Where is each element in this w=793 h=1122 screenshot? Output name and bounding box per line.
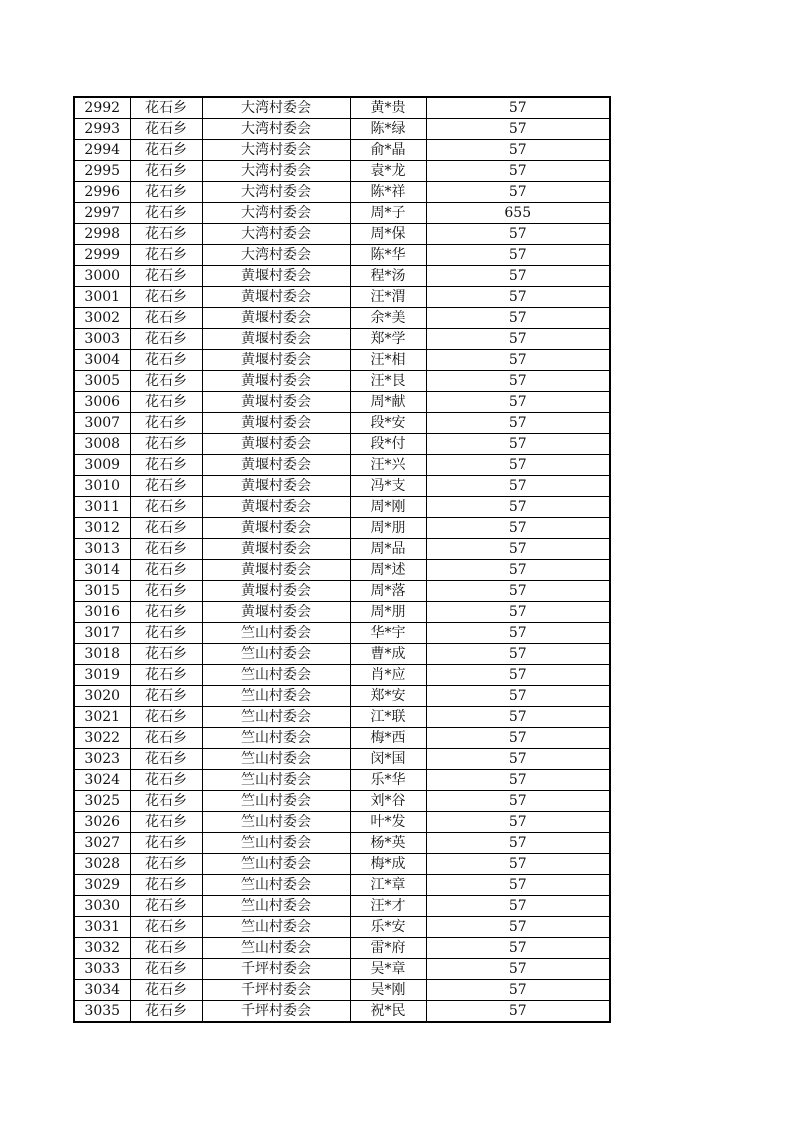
cell-village-committee: 黄堰村委会 xyxy=(202,518,350,539)
table-row xyxy=(74,581,610,602)
cell-serial-number: 3001 xyxy=(74,287,130,308)
cell-village-committee: 竺山村委会 xyxy=(202,749,350,770)
cell-amount: 57 xyxy=(426,140,610,161)
cell-amount: 57 xyxy=(426,728,610,749)
cell-serial-number: 3021 xyxy=(74,707,130,728)
cell-person-name: 梅*西 xyxy=(350,728,426,749)
subsidy-table xyxy=(73,96,611,1023)
cell-serial-number: 3015 xyxy=(74,581,130,602)
cell-village-committee: 黄堰村委会 xyxy=(202,371,350,392)
cell-township: 花石乡 xyxy=(130,245,202,266)
cell-township: 花石乡 xyxy=(130,707,202,728)
cell-township: 花石乡 xyxy=(130,497,202,518)
cell-serial-number: 3000 xyxy=(74,266,130,287)
cell-amount: 57 xyxy=(426,476,610,497)
cell-village-committee: 黄堰村委会 xyxy=(202,581,350,602)
cell-serial-number: 3019 xyxy=(74,665,130,686)
table-row xyxy=(74,623,610,644)
cell-serial-number: 3033 xyxy=(74,959,130,980)
cell-person-name: 叶*发 xyxy=(350,812,426,833)
cell-township: 花石乡 xyxy=(130,896,202,917)
cell-serial-number: 3034 xyxy=(74,980,130,1001)
cell-village-committee: 大湾村委会 xyxy=(202,224,350,245)
table-row xyxy=(74,203,610,224)
cell-amount: 57 xyxy=(426,413,610,434)
cell-amount: 57 xyxy=(426,644,610,665)
cell-person-name: 陈*华 xyxy=(350,245,426,266)
cell-village-committee: 黄堰村委会 xyxy=(202,476,350,497)
cell-amount: 57 xyxy=(426,1001,610,1023)
table-row xyxy=(74,560,610,581)
cell-township: 花石乡 xyxy=(130,665,202,686)
cell-amount: 57 xyxy=(426,119,610,140)
cell-serial-number: 3003 xyxy=(74,329,130,350)
cell-amount: 57 xyxy=(426,665,610,686)
cell-person-name: 江*联 xyxy=(350,707,426,728)
cell-township: 花石乡 xyxy=(130,812,202,833)
cell-village-committee: 黄堰村委会 xyxy=(202,434,350,455)
cell-amount: 57 xyxy=(426,560,610,581)
cell-person-name: 曹*成 xyxy=(350,644,426,665)
table-row xyxy=(74,413,610,434)
cell-person-name: 郑*安 xyxy=(350,686,426,707)
cell-township: 花石乡 xyxy=(130,644,202,665)
table-row xyxy=(74,97,610,119)
cell-serial-number: 2993 xyxy=(74,119,130,140)
table-row xyxy=(74,434,610,455)
table-row xyxy=(74,539,610,560)
cell-amount: 57 xyxy=(426,959,610,980)
cell-township: 花石乡 xyxy=(130,791,202,812)
cell-serial-number: 3004 xyxy=(74,350,130,371)
cell-amount: 57 xyxy=(426,770,610,791)
table-row xyxy=(74,119,610,140)
cell-person-name: 段*安 xyxy=(350,413,426,434)
cell-serial-number: 3002 xyxy=(74,308,130,329)
cell-serial-number: 3014 xyxy=(74,560,130,581)
cell-serial-number: 3025 xyxy=(74,791,130,812)
table-row xyxy=(74,497,610,518)
cell-serial-number: 3028 xyxy=(74,854,130,875)
cell-amount: 57 xyxy=(426,245,610,266)
cell-person-name: 周*刚 xyxy=(350,497,426,518)
cell-village-committee: 竺山村委会 xyxy=(202,917,350,938)
table-row xyxy=(74,224,610,245)
cell-serial-number: 3013 xyxy=(74,539,130,560)
cell-township: 花石乡 xyxy=(130,581,202,602)
cell-township: 花石乡 xyxy=(130,392,202,413)
cell-village-committee: 竺山村委会 xyxy=(202,938,350,959)
cell-serial-number: 3035 xyxy=(74,1001,130,1023)
cell-amount: 57 xyxy=(426,833,610,854)
cell-person-name: 刘*谷 xyxy=(350,791,426,812)
cell-township: 花石乡 xyxy=(130,455,202,476)
cell-serial-number: 2992 xyxy=(74,97,130,119)
cell-amount: 57 xyxy=(426,329,610,350)
table-row xyxy=(74,518,610,539)
cell-serial-number: 3020 xyxy=(74,686,130,707)
cell-amount: 57 xyxy=(426,539,610,560)
cell-township: 花石乡 xyxy=(130,119,202,140)
cell-serial-number: 3031 xyxy=(74,917,130,938)
cell-person-name: 周*落 xyxy=(350,581,426,602)
cell-village-committee: 竺山村委会 xyxy=(202,686,350,707)
cell-township: 花石乡 xyxy=(130,350,202,371)
table-row xyxy=(74,308,610,329)
cell-township: 花石乡 xyxy=(130,560,202,581)
table-row xyxy=(74,245,610,266)
table-row xyxy=(74,182,610,203)
cell-person-name: 梅*成 xyxy=(350,854,426,875)
cell-village-committee: 大湾村委会 xyxy=(202,245,350,266)
cell-amount: 57 xyxy=(426,623,610,644)
cell-amount: 57 xyxy=(426,749,610,770)
cell-village-committee: 竺山村委会 xyxy=(202,770,350,791)
cell-township: 花石乡 xyxy=(130,308,202,329)
cell-amount: 57 xyxy=(426,182,610,203)
cell-serial-number: 3016 xyxy=(74,602,130,623)
table-row xyxy=(74,140,610,161)
cell-township: 花石乡 xyxy=(130,728,202,749)
table-row xyxy=(74,455,610,476)
cell-person-name: 汪*艮 xyxy=(350,371,426,392)
cell-person-name: 雷*府 xyxy=(350,938,426,959)
cell-serial-number: 2996 xyxy=(74,182,130,203)
table-row xyxy=(74,728,610,749)
table-row xyxy=(74,266,610,287)
table-row xyxy=(74,1001,610,1023)
cell-township: 花石乡 xyxy=(130,623,202,644)
cell-amount: 57 xyxy=(426,97,610,119)
cell-serial-number: 3030 xyxy=(74,896,130,917)
cell-township: 花石乡 xyxy=(130,875,202,896)
cell-amount: 57 xyxy=(426,350,610,371)
cell-village-committee: 黄堰村委会 xyxy=(202,497,350,518)
cell-village-committee: 竺山村委会 xyxy=(202,707,350,728)
cell-township: 花石乡 xyxy=(130,140,202,161)
cell-serial-number: 3032 xyxy=(74,938,130,959)
cell-amount: 57 xyxy=(426,938,610,959)
cell-township: 花石乡 xyxy=(130,287,202,308)
cell-person-name: 汪*兴 xyxy=(350,455,426,476)
table-row xyxy=(74,686,610,707)
cell-township: 花石乡 xyxy=(130,833,202,854)
cell-village-committee: 竺山村委会 xyxy=(202,875,350,896)
cell-village-committee: 千坪村委会 xyxy=(202,959,350,980)
table-row xyxy=(74,812,610,833)
cell-village-committee: 大湾村委会 xyxy=(202,140,350,161)
cell-serial-number: 2999 xyxy=(74,245,130,266)
cell-village-committee: 黄堰村委会 xyxy=(202,266,350,287)
cell-amount: 57 xyxy=(426,287,610,308)
cell-village-committee: 黄堰村委会 xyxy=(202,413,350,434)
table-row xyxy=(74,770,610,791)
cell-amount: 57 xyxy=(426,161,610,182)
cell-township: 花石乡 xyxy=(130,980,202,1001)
cell-person-name: 汪*相 xyxy=(350,350,426,371)
cell-amount: 57 xyxy=(426,896,610,917)
cell-village-committee: 黄堰村委会 xyxy=(202,308,350,329)
table-row xyxy=(74,602,610,623)
cell-person-name: 陈*绿 xyxy=(350,119,426,140)
cell-person-name: 闵*国 xyxy=(350,749,426,770)
cell-person-name: 乐*安 xyxy=(350,917,426,938)
cell-amount: 655 xyxy=(426,203,610,224)
cell-amount: 57 xyxy=(426,371,610,392)
cell-township: 花石乡 xyxy=(130,1001,202,1023)
cell-amount: 57 xyxy=(426,266,610,287)
cell-village-committee: 大湾村委会 xyxy=(202,161,350,182)
cell-township: 花石乡 xyxy=(130,203,202,224)
cell-village-committee: 大湾村委会 xyxy=(202,97,350,119)
table-row xyxy=(74,476,610,497)
cell-township: 花石乡 xyxy=(130,371,202,392)
cell-person-name: 江*章 xyxy=(350,875,426,896)
cell-amount: 57 xyxy=(426,791,610,812)
cell-serial-number: 2995 xyxy=(74,161,130,182)
cell-person-name: 周*保 xyxy=(350,224,426,245)
cell-village-committee: 黄堰村委会 xyxy=(202,392,350,413)
cell-amount: 57 xyxy=(426,308,610,329)
cell-person-name: 黄*贵 xyxy=(350,97,426,119)
cell-village-committee: 竺山村委会 xyxy=(202,854,350,875)
table-body xyxy=(74,97,610,1022)
cell-person-name: 祝*民 xyxy=(350,1001,426,1023)
cell-amount: 57 xyxy=(426,812,610,833)
cell-person-name: 汪*才 xyxy=(350,896,426,917)
cell-village-committee: 千坪村委会 xyxy=(202,980,350,1001)
cell-village-committee: 竺山村委会 xyxy=(202,896,350,917)
cell-amount: 57 xyxy=(426,854,610,875)
cell-amount: 57 xyxy=(426,917,610,938)
table-row xyxy=(74,161,610,182)
cell-village-committee: 大湾村委会 xyxy=(202,182,350,203)
table-row xyxy=(74,749,610,770)
cell-amount: 57 xyxy=(426,224,610,245)
table-row xyxy=(74,707,610,728)
cell-township: 花石乡 xyxy=(130,959,202,980)
cell-village-committee: 千坪村委会 xyxy=(202,1001,350,1023)
cell-township: 花石乡 xyxy=(130,686,202,707)
cell-township: 花石乡 xyxy=(130,602,202,623)
cell-person-name: 吴*刚 xyxy=(350,980,426,1001)
cell-person-name: 周*子 xyxy=(350,203,426,224)
cell-village-committee: 竺山村委会 xyxy=(202,728,350,749)
cell-village-committee: 竺山村委会 xyxy=(202,623,350,644)
cell-person-name: 俞*晶 xyxy=(350,140,426,161)
cell-village-committee: 黄堰村委会 xyxy=(202,455,350,476)
cell-serial-number: 2994 xyxy=(74,140,130,161)
table-row xyxy=(74,875,610,896)
cell-township: 花石乡 xyxy=(130,434,202,455)
cell-person-name: 周*品 xyxy=(350,539,426,560)
cell-person-name: 乐*华 xyxy=(350,770,426,791)
cell-township: 花石乡 xyxy=(130,413,202,434)
cell-person-name: 郑*学 xyxy=(350,329,426,350)
cell-township: 花石乡 xyxy=(130,854,202,875)
cell-person-name: 汪*渭 xyxy=(350,287,426,308)
table-row xyxy=(74,791,610,812)
cell-serial-number: 2998 xyxy=(74,224,130,245)
cell-township: 花石乡 xyxy=(130,749,202,770)
cell-village-committee: 大湾村委会 xyxy=(202,119,350,140)
cell-amount: 57 xyxy=(426,707,610,728)
cell-serial-number: 3012 xyxy=(74,518,130,539)
cell-township: 花石乡 xyxy=(130,476,202,497)
cell-village-committee: 黄堰村委会 xyxy=(202,602,350,623)
cell-amount: 57 xyxy=(426,497,610,518)
cell-serial-number: 3017 xyxy=(74,623,130,644)
cell-person-name: 吴*章 xyxy=(350,959,426,980)
cell-township: 花石乡 xyxy=(130,917,202,938)
cell-serial-number: 3011 xyxy=(74,497,130,518)
cell-village-committee: 黄堰村委会 xyxy=(202,560,350,581)
cell-person-name: 段*付 xyxy=(350,434,426,455)
cell-township: 花石乡 xyxy=(130,539,202,560)
cell-person-name: 周*述 xyxy=(350,560,426,581)
cell-village-committee: 竺山村委会 xyxy=(202,812,350,833)
cell-amount: 57 xyxy=(426,434,610,455)
cell-serial-number: 3006 xyxy=(74,392,130,413)
cell-serial-number: 3008 xyxy=(74,434,130,455)
table-row xyxy=(74,287,610,308)
cell-serial-number: 3018 xyxy=(74,644,130,665)
cell-village-committee: 黄堰村委会 xyxy=(202,539,350,560)
cell-village-committee: 黄堰村委会 xyxy=(202,287,350,308)
cell-township: 花石乡 xyxy=(130,224,202,245)
cell-amount: 57 xyxy=(426,602,610,623)
table-row xyxy=(74,980,610,1001)
cell-township: 花石乡 xyxy=(130,938,202,959)
cell-person-name: 程*汤 xyxy=(350,266,426,287)
cell-village-committee: 竺山村委会 xyxy=(202,665,350,686)
cell-village-committee: 大湾村委会 xyxy=(202,203,350,224)
table-row xyxy=(74,350,610,371)
cell-person-name: 周*朋 xyxy=(350,602,426,623)
table-row xyxy=(74,665,610,686)
cell-serial-number: 3027 xyxy=(74,833,130,854)
cell-village-committee: 黄堰村委会 xyxy=(202,329,350,350)
cell-serial-number: 3005 xyxy=(74,371,130,392)
cell-amount: 57 xyxy=(426,980,610,1001)
cell-serial-number: 3024 xyxy=(74,770,130,791)
cell-person-name: 杨*英 xyxy=(350,833,426,854)
cell-village-committee: 黄堰村委会 xyxy=(202,350,350,371)
table-row xyxy=(74,896,610,917)
table-row xyxy=(74,371,610,392)
cell-village-committee: 竺山村委会 xyxy=(202,833,350,854)
cell-village-committee: 竺山村委会 xyxy=(202,791,350,812)
cell-person-name: 周*朋 xyxy=(350,518,426,539)
cell-amount: 57 xyxy=(426,518,610,539)
cell-person-name: 陈*祥 xyxy=(350,182,426,203)
cell-township: 花石乡 xyxy=(130,161,202,182)
cell-person-name: 袁*龙 xyxy=(350,161,426,182)
table-row xyxy=(74,833,610,854)
cell-township: 花石乡 xyxy=(130,266,202,287)
cell-township: 花石乡 xyxy=(130,770,202,791)
table-row xyxy=(74,917,610,938)
cell-amount: 57 xyxy=(426,392,610,413)
table-row xyxy=(74,329,610,350)
cell-township: 花石乡 xyxy=(130,329,202,350)
table-row xyxy=(74,938,610,959)
cell-serial-number: 3026 xyxy=(74,812,130,833)
cell-person-name: 余*美 xyxy=(350,308,426,329)
cell-amount: 57 xyxy=(426,581,610,602)
cell-serial-number: 3023 xyxy=(74,749,130,770)
cell-township: 花石乡 xyxy=(130,518,202,539)
cell-amount: 57 xyxy=(426,455,610,476)
cell-township: 花石乡 xyxy=(130,182,202,203)
cell-serial-number: 3022 xyxy=(74,728,130,749)
table-row xyxy=(74,959,610,980)
cell-person-name: 华*宇 xyxy=(350,623,426,644)
cell-amount: 57 xyxy=(426,875,610,896)
cell-village-committee: 竺山村委会 xyxy=(202,644,350,665)
cell-person-name: 肖*应 xyxy=(350,665,426,686)
table-row xyxy=(74,392,610,413)
cell-serial-number: 2997 xyxy=(74,203,130,224)
cell-person-name: 周*献 xyxy=(350,392,426,413)
table-row xyxy=(74,854,610,875)
cell-person-name: 冯*支 xyxy=(350,476,426,497)
table-row xyxy=(74,644,610,665)
cell-serial-number: 3010 xyxy=(74,476,130,497)
cell-township: 花石乡 xyxy=(130,97,202,119)
cell-serial-number: 3029 xyxy=(74,875,130,896)
cell-serial-number: 3007 xyxy=(74,413,130,434)
cell-serial-number: 3009 xyxy=(74,455,130,476)
cell-amount: 57 xyxy=(426,686,610,707)
